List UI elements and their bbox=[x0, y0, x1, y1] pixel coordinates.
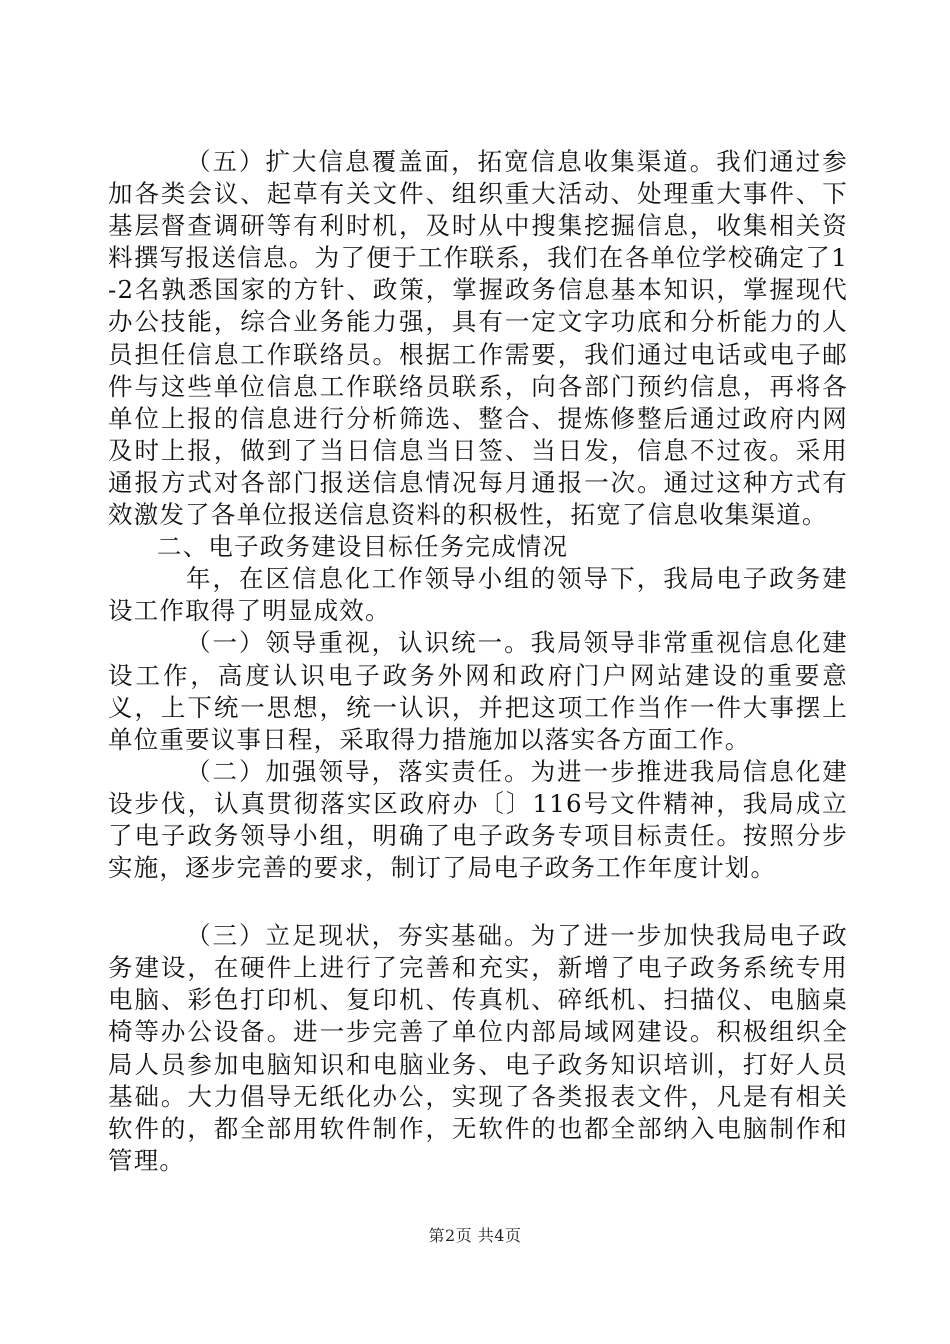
section-heading-egov-targets: 二、电子政务建设目标任务完成情况 bbox=[157, 532, 569, 562]
paragraph-solid-foundation: （三）立足现状，夯实基础。为了进一步加快我局电子政务建设，在硬件上进行了完善和充实，新增了电子政务系统专用电脑、彩色打印机、复印机、传真机、碎纸机、扫描仪、电脑桌椅等办公设备。进一步完善了单位内部局域网建设。积极组织全局人员参加电脑知识和电脑业务、电子政务知识培训，打好人员基础。大力倡导无纸化办公，实现了各类报表文件，凡是有相关软件的，都全部用软件制作，无软件的也都全部纳入电脑制作和管理。 bbox=[108, 921, 848, 1175]
paragraph-year-summary: 年，在区信息化工作领导小组的领导下，我局电子政务建设工作取得了明显成效。 bbox=[108, 564, 848, 626]
page-number-footer: 第2页 共4页 bbox=[428, 1226, 522, 1245]
paragraph-leadership-attention: （一）领导重视，认识统一。我局领导非常重视信息化建设工作，高度认识电子政务外网和政府门户网站建设的重要意义，上下统一思想，统一认识，并把这项工作当作一件大事摆上单位重要议事日程，采取得力措施加以落实各方面工作。 bbox=[108, 628, 848, 754]
document-body bbox=[108, 146, 848, 1177]
paragraph-expand-information-coverage: （五）扩大信息覆盖面，拓宽信息收集渠道。我们通过参加各类会议、起草有关文件、组织重大活动、处理重大事件、下基层督查调研等有利时机，及时从中搜集挖掘信息，收集相关资料撰写报送信息。为了便于工作联系，我们在各单位学校确定了1-2名孰悉国家的方针、政策，掌握政务信息基本知识，掌握现代办公技能，综合业务能力强，具有一定文字功底和分析能力的人员担任信息工作联络员。根据工作需要，我们通过电话或电子邮件与这些单位信息工作联络员联系，向各部门预约信息，再将各单位上报的信息进行分析筛选、整合、提炼修整后通过政府内网及时上报，做到了当日信息当日签、当日发，信息不过夜。采用通报方式对各部门报送信息情况每月通报一次。通过这种方式有效激发了各单位报送信息资料的积极性，拓宽了信息收集渠道。 bbox=[108, 147, 848, 530]
paragraph-strengthen-leadership: （二）加强领导，落实责任。为进一步推进我局信息化建设步伐，认真贯彻落实区政府办〔〕116号文件精神，我局成立了电子政务领导小组，明确了电子政务专项目标责任。按照分步实施，逐步完善的要求，制订了局电子政务工作年度计划。 bbox=[108, 756, 848, 883]
